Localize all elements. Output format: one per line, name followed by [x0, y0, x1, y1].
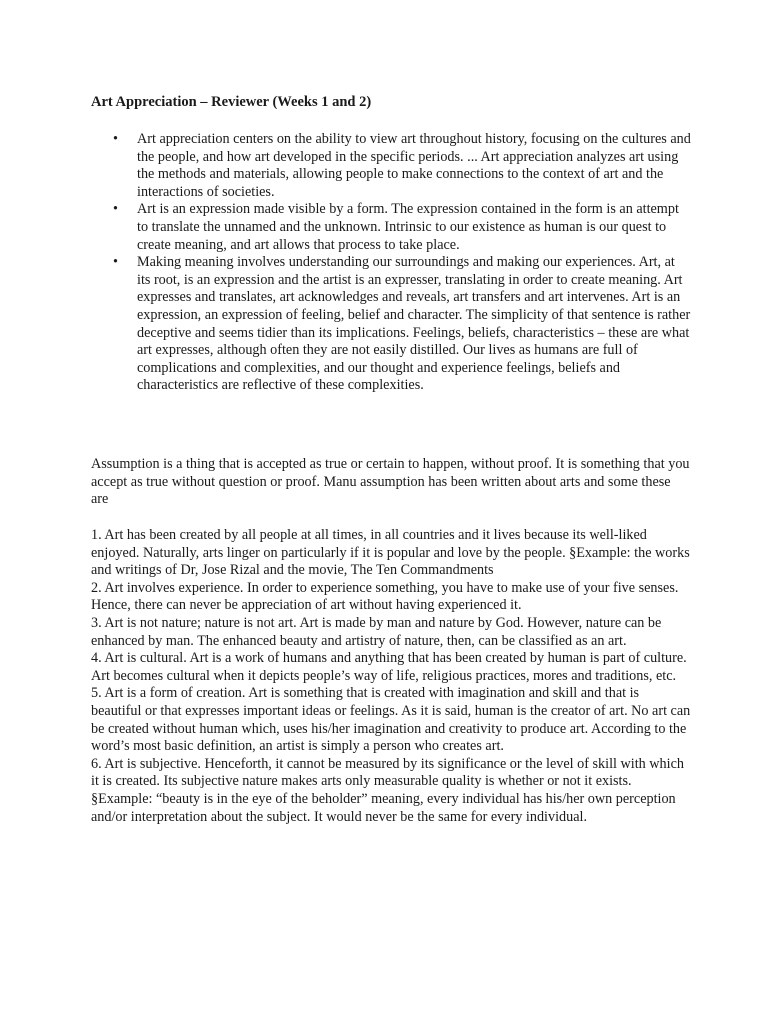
numbered-item: 1. Art has been created by all people at all times, in all countries and it lives because its well-liked enjoyed. Naturally, arts linger on particularly if it is popular and love by the people. §Example: the works and writings of Dr, Jose Rizal and the movie, The Ten Commandments — [91, 527, 690, 579]
bullet-item — [91, 131, 691, 201]
document-title: Art Appreciation – Reviewer (Weeks 1 and 2) — [91, 94, 372, 110]
bullet-dot: • — [113, 254, 118, 271]
bullet-text: Art appreciation centers on the ability to view art throughout history, focusing on the cultures and the people, and how art developed in the specific periods. ... Art appreciation analyzes art using the methods and materials, allowing people to make connections to the context of art and the interactions of societies. — [137, 131, 691, 200]
bullet-list — [91, 131, 691, 395]
bullet-text: Making meaning involves understanding our surroundings and making our experiences. Art, at its root, is an expression and the artist is an expresser, translating in order to create meaning. Art expresses and translates, art acknowledges and reveals, art transfers and art intervenes. Art is an expression, an expression of feeling, belief and character. The simplicity of that sentence is rather deceptive and seems tidier than its implications. Feelings, beliefs, characteristics – these are what art expresses, although often they are not easily distilled. Our lives as humans are full of complications and complexities, and our thought and experience feelings, beliefs and characteristics are reflective of these complexities. — [137, 254, 691, 394]
bullet-text: Art is an expression made visible by a form. The expression contained in the form is an attempt to translate the unnamed and the unknown. Intrinsic to our existence as human is our quest to create meaning, and art allows that process to take place. — [137, 201, 679, 253]
bullet-dot: • — [113, 131, 118, 147]
numbered-item: 2. Art involves experience. In order to experience something, you have to make use of your five senses. Hence, there can never be appreciation of art without having experienced it. — [91, 579, 679, 614]
bullet-item — [91, 201, 691, 254]
bullet-item — [91, 254, 691, 395]
numbered-item: 3. Art is not nature; nature is not art. Art is made by man and nature by God. However, nature can be enhanced by man. The enhanced beauty and artistry of nature, then, can be classified as an art. — [91, 614, 662, 649]
numbered-item: 6. Art is subjective. Henceforth, it cannot be measured by its significance or the level of skill with which it is created. Its subjective nature makes arts only measurable quality is whether or not it exists. §Example: “beauty is in the eye of the beholder” meaning, every individual has his/her own perception and/or interpretation about the subject. It would never be the same for every individual. — [91, 755, 684, 825]
numbered-item: 4. Art is cultural. Art is a work of humans and anything that has been created by human is part of culture. Art becomes cultural when it depicts people’s way of life, religious practices, mores and traditions, etc. — [91, 650, 687, 684]
assumption-paragraph: Assumption is a thing that is accepted as true or certain to happen, without proof. It is something that you accept as true without question or proof. Manu assumption has been written about arts and some these are — [91, 456, 690, 508]
numbered-list — [91, 527, 691, 826]
bullet-dot: • — [113, 201, 118, 218]
numbered-item: 5. Art is a form of creation. Art is something that is created with imagination and skill and that is beautiful or that expresses important ideas or feelings. As it is said, human is the creator of art. No art can be created without human which, uses his/her imagination and creativity to produce art. According to the word’s most basic definition, an artist is simply a person who creates art. — [91, 685, 691, 755]
